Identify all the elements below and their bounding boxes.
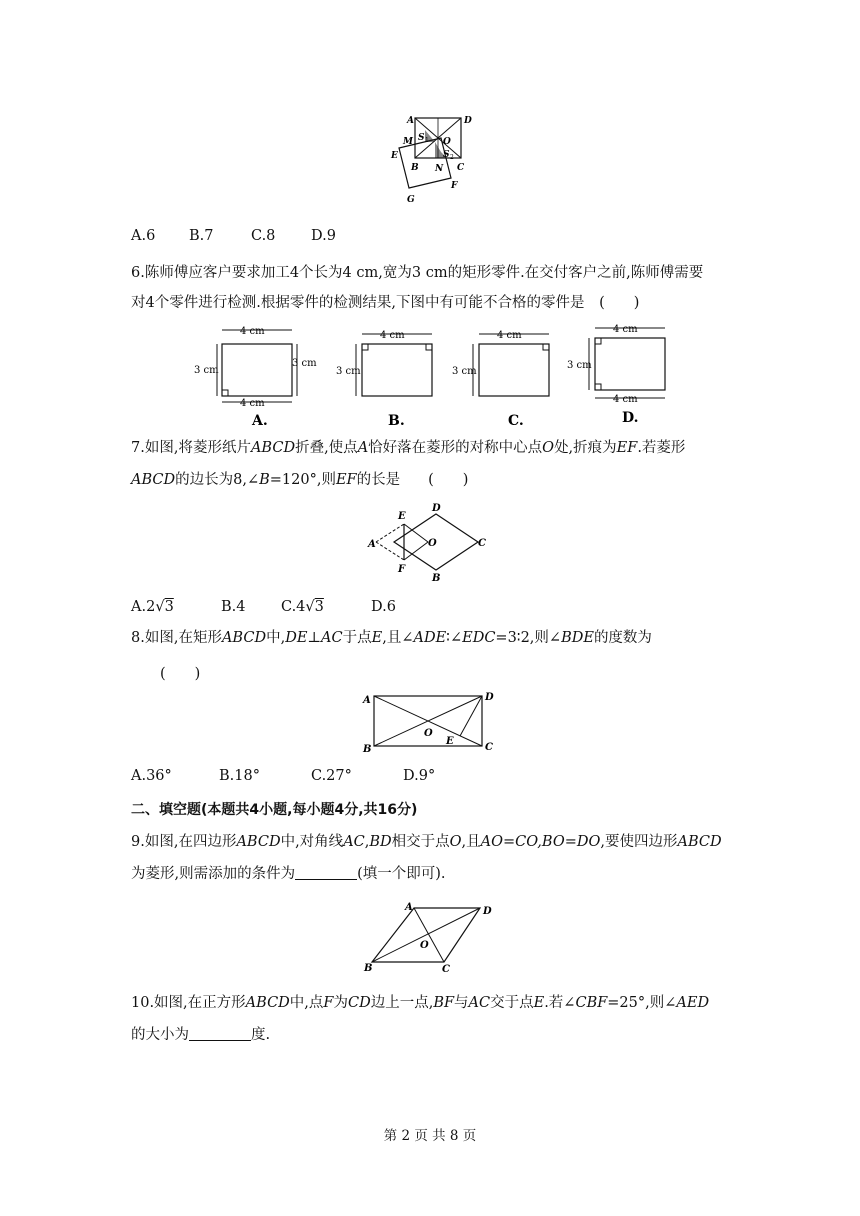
q9-math: O: [449, 834, 462, 850]
section-2-title: 二、填空题(本题共4小题,每小题4分,共16分): [131, 802, 418, 818]
q9-label: B: [364, 963, 373, 974]
q6-figure-svg: [190, 322, 680, 432]
q8-text: =3∶2,则∠: [495, 630, 562, 646]
q7-option-c[interactable]: C.4√3: [281, 599, 324, 615]
q6-option-c[interactable]: C.: [508, 413, 524, 429]
q9-text: 为菱形,则需添加的条件为: [131, 866, 296, 882]
q7-label: F: [398, 564, 406, 575]
q10-math: F: [323, 995, 334, 1011]
q5-label: 2: [450, 154, 454, 161]
q7-figure-svg: [366, 500, 496, 588]
q6-option-a[interactable]: A.: [252, 413, 268, 429]
q9-answer-blank[interactable]: [295, 865, 357, 880]
q7-text: 恰好落在菱形的对称中心点: [368, 440, 543, 456]
q6-dim-c-top: 4 cm: [497, 330, 522, 341]
q10-math: E: [533, 995, 545, 1011]
q7-option-d[interactable]: D.6: [371, 599, 396, 615]
q5-label: D: [464, 116, 472, 126]
q8-label: C: [485, 742, 493, 753]
q10-line2: [131, 1025, 270, 1045]
q9-math: AC: [343, 834, 365, 850]
q9-math: AO=CO,BO=DO: [480, 834, 601, 850]
q7-text: 处,折痕为: [554, 440, 617, 456]
q9-text: 相交于点: [391, 834, 450, 850]
q7-text: .若菱形: [637, 440, 686, 456]
q8-option-b[interactable]: B.18°: [219, 768, 260, 784]
q7-line2: [131, 470, 468, 490]
q5-label: B: [411, 163, 419, 173]
q7-text: 的边长为8,∠: [175, 472, 260, 488]
q6-paren: ( ): [599, 295, 640, 311]
q6-dim-d-left: 3 cm: [567, 360, 592, 371]
q10-math: AC: [468, 995, 491, 1011]
q10-text: 边上一点,: [370, 995, 434, 1011]
q5-label: M: [403, 137, 413, 147]
q6-dim-d-bottom: 4 cm: [613, 394, 638, 405]
q8-option-d[interactable]: D.9°: [403, 768, 436, 784]
q10-text: 与: [454, 995, 469, 1011]
q8-paren: ( ): [160, 666, 201, 682]
q10-math: AED: [676, 995, 710, 1011]
q8-label: E: [446, 736, 454, 747]
q5-option-d[interactable]: D.9: [311, 228, 336, 244]
q7-figure: [366, 500, 496, 588]
q9-text: 中,对角线: [280, 834, 344, 850]
q8-text: 中,: [266, 630, 286, 646]
q8-text: ,且∠: [382, 630, 414, 646]
q7-line1: [131, 438, 685, 458]
q10-text: 为: [333, 995, 348, 1011]
q8-figure-svg: [360, 688, 505, 756]
q6-dim-b-top: 4 cm: [380, 330, 405, 341]
q7-math: EF: [335, 472, 357, 488]
q6-dim-a-top: 4 cm: [240, 326, 265, 337]
q9-text: (填一个即可).: [357, 866, 446, 882]
q7-math: ABCD: [131, 472, 176, 488]
q6-dim-a-bottom: 4 cm: [240, 398, 265, 409]
q8-figure: [360, 688, 505, 756]
q5-label: O: [443, 137, 451, 147]
q7-text: 的长是: [356, 472, 401, 488]
q8-option-c[interactable]: C.27°: [311, 768, 352, 784]
q9-text: 9.如图,在四边形: [131, 834, 237, 850]
q9-math: ABCD: [236, 834, 281, 850]
q6-figure: [190, 322, 680, 432]
q7-text: =120°,则: [269, 472, 336, 488]
q6-dim-a-left: 3 cm: [194, 365, 219, 376]
q8-option-a[interactable]: A.36°: [131, 768, 172, 784]
q8-text: ⊥: [307, 630, 322, 646]
q8-label: O: [424, 728, 433, 739]
q8-text: 的度数为: [593, 630, 652, 646]
q7-option-c-text: C.4: [281, 599, 306, 615]
q5-option-b[interactable]: B.7: [189, 228, 214, 244]
q10-text: .若∠: [544, 995, 576, 1011]
q6-dim-a-right: 3 cm: [292, 358, 317, 369]
q5-label: A: [407, 116, 414, 126]
q9-text: ,: [364, 834, 370, 850]
q5-label: 1: [425, 137, 429, 144]
q9-figure: [358, 898, 506, 976]
q8-text: 于点: [342, 630, 372, 646]
q6-dim-d-top: 4 cm: [613, 324, 638, 335]
q10-text: =25°,则∠: [607, 995, 677, 1011]
q9-label: A: [405, 902, 413, 913]
q10-line1: [131, 993, 709, 1013]
q8-math: ADE: [413, 630, 447, 646]
q7-option-a-radicand: 3: [164, 599, 174, 615]
q8-text: 8.如图,在矩形: [131, 630, 222, 646]
q6-option-d[interactable]: D.: [622, 410, 639, 426]
q7-option-c-radicand: 3: [314, 599, 324, 615]
q6-option-b[interactable]: B.: [388, 413, 405, 429]
q8-math: ABCD: [221, 630, 267, 646]
q10-answer-blank[interactable]: [189, 1026, 251, 1041]
q7-label: B: [432, 573, 441, 584]
q8-label: D: [485, 692, 494, 703]
q8-label: A: [363, 695, 371, 706]
q5-option-c[interactable]: C.8: [251, 228, 276, 244]
q7-math: EF: [616, 440, 638, 456]
q5-figure-svg: [385, 112, 475, 207]
q10-text: 的大小为: [131, 1027, 189, 1043]
q7-option-a-text: A.2: [131, 599, 156, 615]
q8-math: EDC: [462, 630, 496, 646]
q5-label: N: [435, 164, 444, 174]
q8-math: DE: [285, 630, 308, 646]
q7-option-a[interactable]: A.2√3: [131, 599, 174, 615]
q6-line2-text: 对4个零件进行检测.根据零件的检测结果,下图中有可能不合格的零件是: [131, 295, 585, 311]
q5-label: S: [443, 150, 450, 160]
q8-options: [131, 766, 435, 786]
q8-math: E: [371, 630, 383, 646]
page-footer: 第 2 页 共 8 页: [383, 1128, 477, 1144]
q6-dim-b-left: 3 cm: [336, 366, 361, 377]
q5-label: F: [451, 181, 458, 191]
q7-label: O: [428, 538, 437, 549]
q5-option-a[interactable]: A.6: [131, 228, 156, 244]
q7-label: D: [432, 503, 441, 514]
q8-line1: [131, 628, 652, 648]
q6-line2: [131, 293, 639, 313]
q7-math: O: [542, 440, 555, 456]
q10-math: BF: [433, 995, 455, 1011]
q5-label: S: [418, 133, 425, 143]
q10-math: ABCD: [245, 995, 290, 1011]
q9-line1: [131, 832, 722, 852]
q5-figure: [385, 112, 475, 207]
q9-math: ABCD: [677, 834, 722, 850]
q7-text: 7.如图,将菱形纸片: [131, 440, 251, 456]
q8-label: B: [363, 744, 372, 755]
q10-text: 中,点: [289, 995, 324, 1011]
q7-label: E: [398, 511, 406, 522]
q6-dim-c-left: 3 cm: [452, 366, 477, 377]
q9-text: ,要使四边形: [600, 834, 678, 850]
q8-math: BDE: [561, 630, 594, 646]
q5-label: E: [391, 151, 398, 161]
q7-label: A: [368, 539, 376, 550]
q7-paren: ( ): [428, 472, 469, 488]
q5-label: G: [407, 195, 415, 205]
q7-math: ABCD: [250, 440, 296, 456]
q9-math: BD: [369, 834, 392, 850]
q9-text: ,且: [461, 834, 481, 850]
q7-text: 折叠,使点: [295, 440, 358, 456]
q9-figure-svg: [358, 898, 506, 976]
q7-math: B: [259, 472, 270, 488]
q9-line2: [131, 864, 446, 884]
q10-text: 10.如图,在正方形: [131, 995, 246, 1011]
q5-options: [131, 226, 336, 246]
q9-label: C: [442, 964, 450, 975]
q10-math: CD: [347, 995, 371, 1011]
q5-label: C: [457, 163, 465, 173]
q8-math: AC: [321, 630, 343, 646]
q10-math: CBF: [575, 995, 608, 1011]
q9-label: D: [483, 906, 492, 917]
q8-text: ∶∠: [446, 630, 463, 646]
q9-label: O: [420, 940, 429, 951]
q10-text: 交于点: [490, 995, 534, 1011]
q7-options: [131, 597, 396, 617]
q7-label: C: [478, 538, 486, 549]
q6-line1: 6.陈师傅应客户要求加工4个长为4 cm,宽为3 cm的矩形零件.在交付客户之前,陈师傅需要: [131, 265, 704, 281]
q10-text: 度.: [251, 1027, 271, 1043]
q7-option-b[interactable]: B.4: [221, 599, 246, 615]
q7-math: A: [357, 440, 369, 456]
